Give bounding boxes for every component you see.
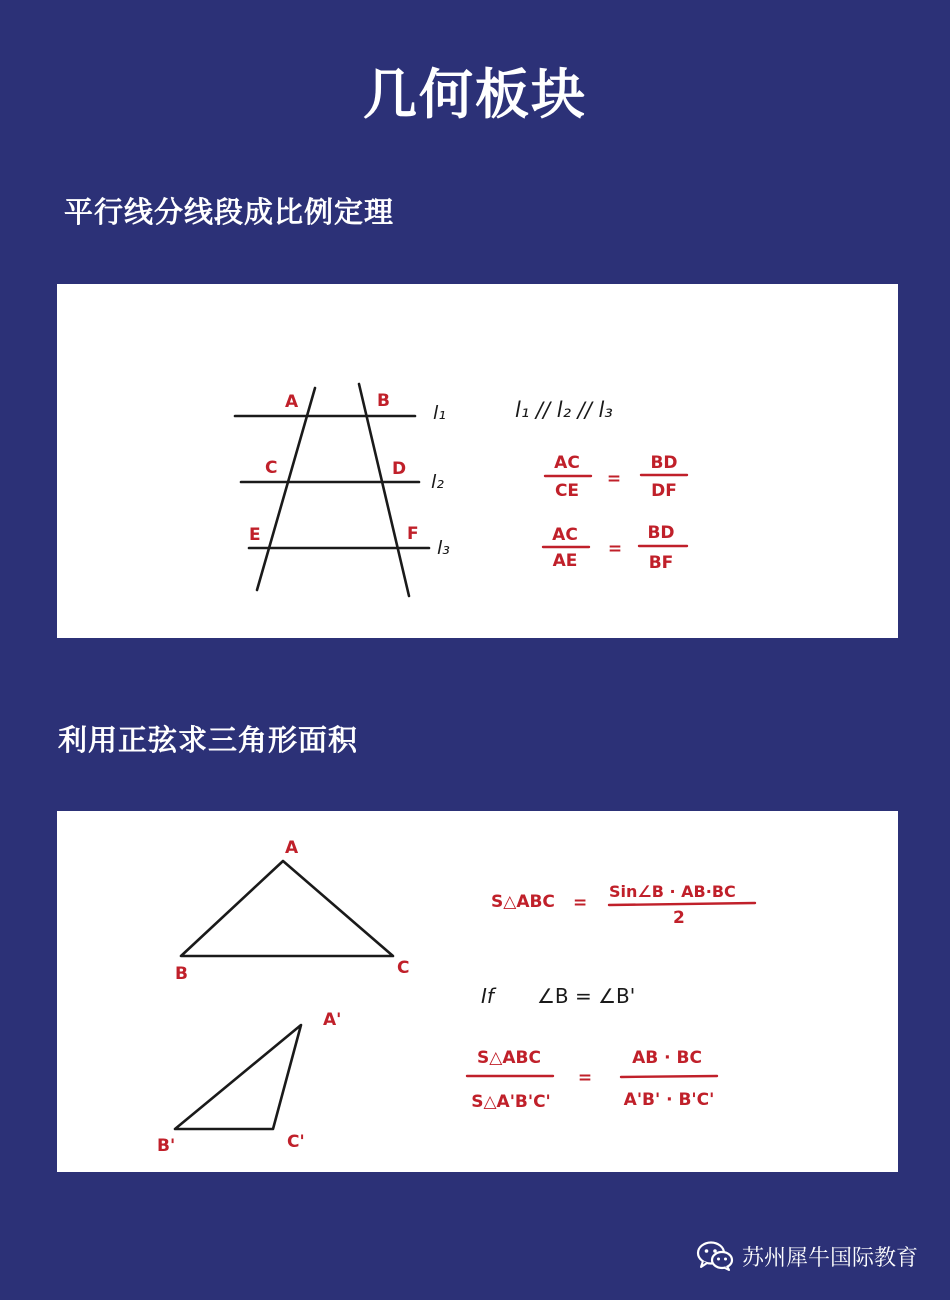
ratio-formula-right-numerator: AB · BC	[632, 1048, 702, 1068]
formula1-right-denominator: DF	[651, 481, 677, 501]
figure-panel-sine-area	[57, 811, 898, 1172]
formula2-left-denominator: AE	[552, 551, 578, 571]
transversal-left	[257, 388, 315, 590]
triangle-abc	[181, 861, 393, 956]
section-title-parallel-lines: 平行线分线段成比例定理	[64, 195, 395, 229]
area-formula-denominator: 2	[673, 908, 685, 928]
formula2-left-numerator: AC	[552, 525, 578, 545]
sine-area-figure	[57, 811, 898, 1172]
ratio-formula-equals: =	[577, 1068, 593, 1088]
ratio-formula-right-denominator: A'B' · B'C'	[623, 1090, 715, 1110]
label-line-l2: l₂	[431, 471, 444, 493]
area-formula-numerator: Sin∠B · AB·BC	[609, 882, 736, 901]
label-point-d: D	[392, 459, 407, 479]
section-title-sine-area: 利用正弦求三角形面积	[58, 723, 359, 757]
figure-panel-parallel-lines	[57, 284, 898, 638]
formula2-right-numerator: BD	[647, 523, 675, 543]
formula1-left-denominator: CE	[554, 481, 580, 501]
page-title: 几何板块	[363, 63, 587, 126]
label-line-l3: l₃	[437, 537, 450, 559]
label-vertex-a-prime: A'	[323, 1010, 342, 1030]
area-formula-lhs: S△ABC	[491, 892, 555, 912]
label-vertex-b-prime: B'	[157, 1136, 176, 1156]
watermark	[696, 1240, 918, 1272]
ratio-formula-left-numerator: S△ABC	[477, 1048, 541, 1068]
label-vertex-c: C	[397, 958, 410, 978]
parallel-statement: l₁ // l₂ // l₃	[515, 398, 613, 422]
label-point-b: B	[377, 391, 390, 411]
formula1-right-numerator: BD	[650, 453, 678, 473]
formula2-equals: =	[607, 539, 623, 559]
ratio-formula-left-denominator: S△A'B'C'	[471, 1092, 551, 1112]
label-line-l1: l₁	[433, 402, 446, 424]
condition-angles: ∠B = ∠B'	[537, 984, 636, 1008]
triangle-a-prime-b-prime-c-prime	[175, 1025, 301, 1129]
watermark-text: 苏州犀牛国际教育	[741, 1245, 918, 1271]
label-vertex-c-prime: C'	[287, 1132, 305, 1152]
area-formula-equals: =	[573, 893, 588, 913]
label-point-a: A	[285, 392, 299, 412]
label-point-f: F	[407, 524, 419, 544]
wechat-icon	[696, 1240, 734, 1272]
formula2-right-denominator: BF	[648, 553, 674, 573]
parallel-lines-figure	[57, 284, 898, 638]
formula1-left-numerator: AC	[554, 453, 580, 473]
ratio-formula-right-fraction-bar	[621, 1076, 717, 1077]
label-vertex-a: A	[285, 838, 299, 858]
label-point-c: C	[265, 458, 278, 478]
condition-if: If	[481, 984, 494, 1008]
label-point-e: E	[249, 525, 261, 545]
area-formula-fraction-bar	[609, 903, 755, 905]
label-vertex-b: B	[175, 964, 188, 984]
formula1-equals: =	[606, 469, 622, 489]
